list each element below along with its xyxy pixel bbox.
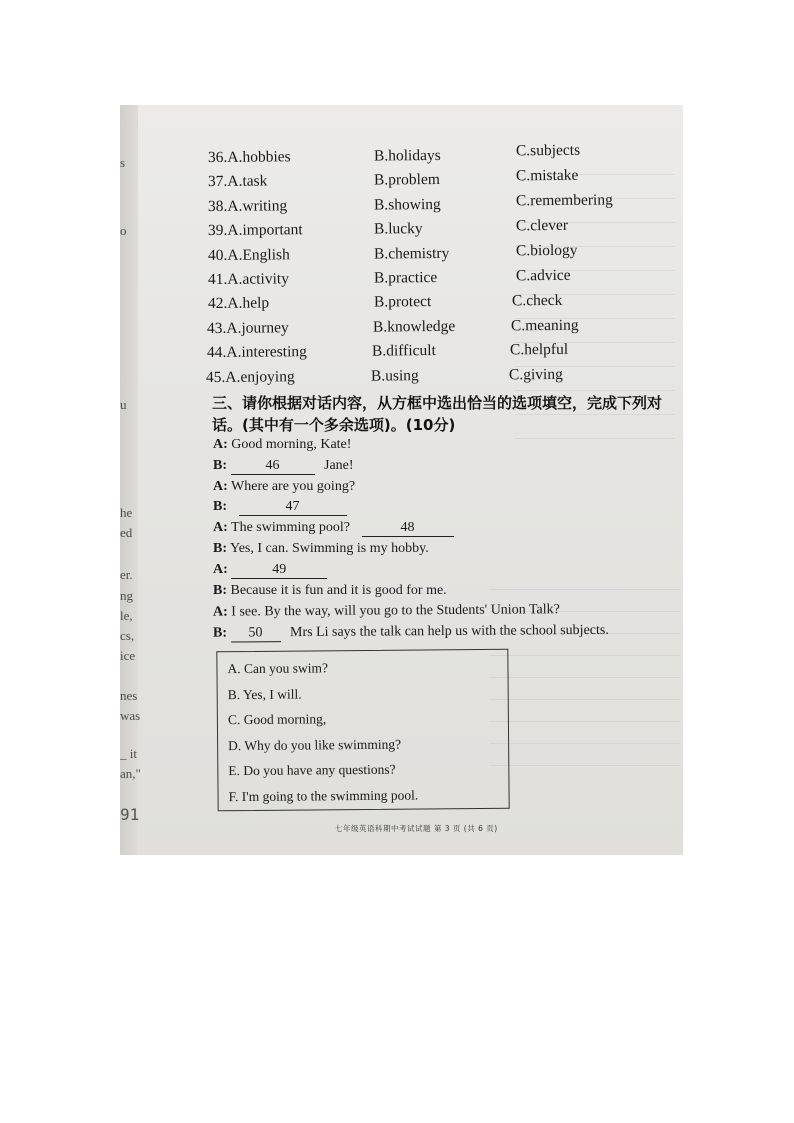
option-c: C.meaning bbox=[510, 316, 579, 335]
answer-blank-48[interactable]: 48 bbox=[362, 520, 454, 537]
edge-text-fragment: le, bbox=[120, 608, 133, 623]
choice-option: B. Yes, I will. bbox=[227, 686, 302, 702]
edge-text-fragment: s bbox=[120, 155, 126, 170]
option-b: B.showing bbox=[373, 195, 441, 214]
edge-text-fragment: u bbox=[120, 397, 127, 412]
dialogue-line bbox=[213, 520, 683, 541]
section-title: 三、请你根据对话内容，从方框中选出恰当的选项填空，完成下列对话。(其中有一个多余选项)。(10分) bbox=[212, 394, 663, 434]
choice-option: F. I'm going to the swimming pool. bbox=[228, 787, 419, 804]
answer-blank-50[interactable]: 50 bbox=[230, 625, 280, 642]
edge-text-fragment: ng bbox=[120, 588, 133, 603]
option-a: 36.A.hobbies bbox=[207, 148, 291, 167]
edge-text-fragment: was bbox=[120, 708, 141, 723]
option-c: C.giving bbox=[508, 365, 563, 383]
option-c: C.mistake bbox=[515, 167, 579, 185]
dialogue-line bbox=[213, 562, 683, 583]
option-c: C.check bbox=[511, 292, 563, 310]
option-a: 38.A.writing bbox=[207, 197, 288, 215]
choice-box bbox=[216, 649, 509, 812]
answer-blank-47[interactable]: 47 bbox=[239, 499, 347, 516]
choice-option: E. Do you have any questions? bbox=[228, 761, 396, 779]
cloze-options bbox=[205, 141, 668, 391]
dialogue-line bbox=[213, 458, 683, 479]
edge-text-fragment: ed bbox=[120, 525, 133, 540]
option-c: C.subjects bbox=[515, 141, 581, 160]
dialogue-text: Good morning, Kate! bbox=[231, 437, 352, 452]
speaker-label: B: bbox=[212, 625, 228, 641]
edge-text-fragment: cs, bbox=[120, 628, 135, 643]
option-b: B.chemistry bbox=[373, 244, 450, 263]
option-row bbox=[208, 291, 668, 319]
option-c: C.remembering bbox=[515, 191, 613, 210]
option-row bbox=[208, 340, 668, 368]
option-c: C.biology bbox=[515, 241, 578, 259]
speaker-label: A: bbox=[212, 604, 228, 621]
option-b: B.difficult bbox=[371, 342, 436, 360]
dialogue-text: Jane! bbox=[324, 457, 354, 473]
speaker-label: A: bbox=[213, 478, 228, 494]
option-c: C.advice bbox=[515, 266, 571, 285]
option-b: B.protect bbox=[373, 293, 432, 311]
option-c: C.helpful bbox=[509, 340, 569, 359]
option-row bbox=[205, 365, 668, 393]
dialogue-text: I see. By the way, will you go to the Students' Union Talk? bbox=[231, 602, 560, 620]
edge-text-fragment: o bbox=[120, 223, 127, 238]
speaker-label: B: bbox=[213, 540, 227, 556]
page-footer: 七年级英语科期中考试试题 第 3 页 (共 6 页) bbox=[335, 824, 498, 833]
choice-option: D. Why do you like swimming? bbox=[228, 736, 402, 753]
option-a: 41.A.activity bbox=[207, 270, 289, 288]
speaker-label: A: bbox=[213, 561, 228, 577]
speaker-label: A: bbox=[213, 520, 228, 536]
page-marker: 91 bbox=[120, 805, 140, 824]
option-a: 45.A.enjoying bbox=[205, 367, 295, 386]
dialogue-text: Where are you going? bbox=[231, 478, 356, 494]
dialogue-line bbox=[213, 479, 683, 500]
dialogue-text: Because it is fun and it is good for me. bbox=[230, 582, 447, 598]
edge-text-fragment: er. bbox=[120, 567, 133, 582]
option-b: B.problem bbox=[373, 171, 440, 189]
dialogue-text: Yes, I can. Swimming is my hobby. bbox=[229, 540, 429, 556]
dialogue-line bbox=[213, 499, 683, 520]
option-a: 39.A.important bbox=[207, 221, 303, 240]
choice-option: A. Can you swim? bbox=[227, 660, 329, 677]
speaker-label: A: bbox=[213, 437, 228, 452]
speaker-label: B: bbox=[213, 457, 227, 473]
option-b: B.using bbox=[370, 366, 419, 385]
answer-blank-49[interactable]: 49 bbox=[231, 562, 327, 579]
option-row bbox=[208, 218, 668, 246]
option-b: B.practice bbox=[373, 268, 438, 287]
option-b: B.lucky bbox=[373, 220, 423, 238]
dialogue-line bbox=[213, 583, 683, 604]
edge-text-fragment: he bbox=[120, 505, 133, 520]
dialogue-line bbox=[213, 541, 683, 562]
option-a: 37.A.task bbox=[207, 172, 268, 191]
answer-blank-46[interactable]: 46 bbox=[231, 458, 315, 475]
edge-text-fragment: nes bbox=[120, 688, 138, 703]
option-a: 40.A.English bbox=[207, 245, 290, 264]
speaker-label: B: bbox=[213, 499, 227, 515]
choice-option: C. Good morning, bbox=[227, 711, 327, 728]
edge-text-fragment: ice bbox=[120, 648, 136, 663]
option-b: B.knowledge bbox=[372, 317, 456, 336]
edge-text-fragment: _ it bbox=[120, 746, 137, 761]
option-a: 43.A.journey bbox=[206, 319, 289, 337]
previous-page-edge bbox=[120, 105, 141, 855]
dialogue-line bbox=[213, 623, 683, 647]
exam-page-photo bbox=[120, 105, 683, 855]
dialogue bbox=[213, 437, 683, 645]
option-c: C.clever bbox=[515, 217, 569, 235]
option-a: 42.A.help bbox=[207, 294, 270, 313]
dialogue-line bbox=[213, 437, 683, 458]
edge-text-fragment: an," bbox=[120, 766, 141, 781]
option-b: B.holidays bbox=[373, 146, 441, 165]
dialogue-text: Mrs Li says the talk can help us with the school subjects. bbox=[289, 623, 609, 641]
speaker-label: B: bbox=[213, 582, 227, 598]
dialogue-text: The swimming pool? bbox=[231, 520, 351, 536]
option-a: 44.A.interesting bbox=[206, 343, 307, 362]
